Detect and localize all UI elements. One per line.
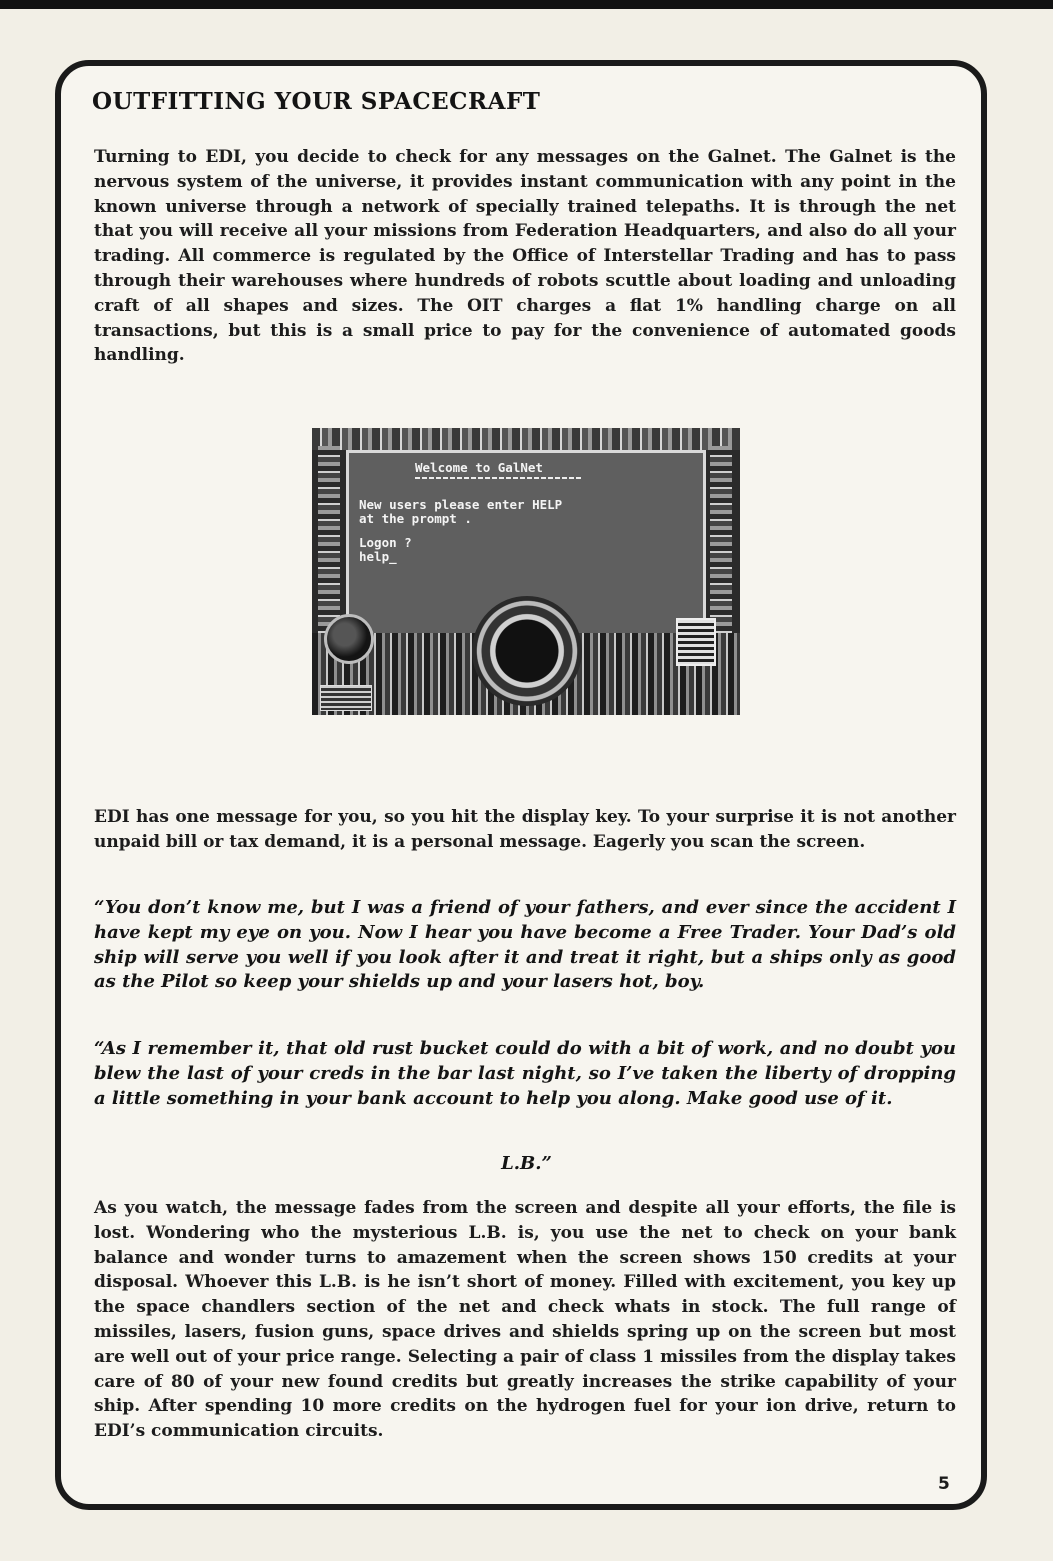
galnet-screenshot bbox=[312, 428, 740, 715]
terminal-line-2: at the prompt . bbox=[359, 511, 472, 526]
message-paragraph: EDI has one message for you, so you hit the display key. To your surprise it is not another unpaid bill or tax demand, it is a personal message. Eagerly you scan the screen. bbox=[94, 807, 956, 852]
screenshot-top-trim bbox=[312, 428, 740, 450]
terminal-heading: Welcome to GalNet bbox=[415, 460, 543, 475]
screenshot-side-panel bbox=[676, 618, 716, 666]
terminal-line-3: Logon ? bbox=[359, 535, 412, 550]
quote-paragraph-2: “As I remember it, that old rust bucket could do with a bit of work, and no doubt you blew the last of your creds in the bar last night, so I’ve taken the liberty of dropping a little something in your bank account to help you along. Make good use of it. bbox=[94, 1038, 956, 1109]
screenshot-right-pillar bbox=[710, 446, 732, 636]
intro-paragraph: Turning to EDI, you decide to check for any messages on the Galnet. The Galnet is the nervous system of the universe, it provides instant communication with any point in the known universe through a network of specially trained telepaths. It is through the net that you will receive all your missions from Federation Headquarters, and also do all your trading. All commerce is regulated by the Office of Interstellar Trading and has to pass through their warehouses where hundreds of robots scuttle about loading and unloading craft of all shapes and sizes. The OIT charges a flat 1% handling charge on all transactions, but this is a small price to pay for the convenience of automated goods handling. bbox=[94, 147, 956, 366]
page-title: OUTFITTING YOUR SPACECRAFT bbox=[92, 88, 541, 115]
screenshot-left-pillar bbox=[318, 446, 340, 636]
terminal-heading-underline bbox=[415, 477, 583, 479]
screenshot-porthole bbox=[472, 596, 582, 706]
quote-signature: L.B.” bbox=[501, 1153, 552, 1174]
page-number: 5 bbox=[938, 1474, 950, 1494]
screenshot-scanner-orb bbox=[324, 614, 374, 664]
outro-paragraph: As you watch, the message fades from the screen and despite all your efforts, the file is lost. Wondering who the mysterious L.B. is, you use the net to check on your bank balance and wonder turns to amazement when the screen shows 150 credits at your disposal. Whoever this L.B. is he isn’t short of money. Filled with excitement, you key up the space chandlers section of the net and check whats in stock. The full range of missiles, lasers, fusion guns, space drives and shields spring up on the screen but most are well out of your price range. Selecting a pair of class 1 missiles from the display takes care of 80 of your new found credits but greatly increases the strike capability of your ship. After spending 10 more credits on the hydrogen fuel for your ion drive, return to EDI’s communication circuits. bbox=[94, 1198, 956, 1442]
quote-paragraph-1: “You don’t know me, but I was a friend of your fathers, and ever since the accident I have kept my eye on you. Now I hear you have become a Free Trader. Your Dad’s old ship will serve you well if you look after it and treat it right, but a ships only as good as the Pilot so keep your shields up and your lasers hot, boy. bbox=[94, 897, 956, 993]
page-top-edge bbox=[0, 0, 1053, 9]
terminal-line-1: New users please enter HELP bbox=[359, 497, 563, 512]
screenshot-console-label bbox=[320, 685, 372, 711]
terminal-line-4: help_ bbox=[359, 549, 397, 564]
